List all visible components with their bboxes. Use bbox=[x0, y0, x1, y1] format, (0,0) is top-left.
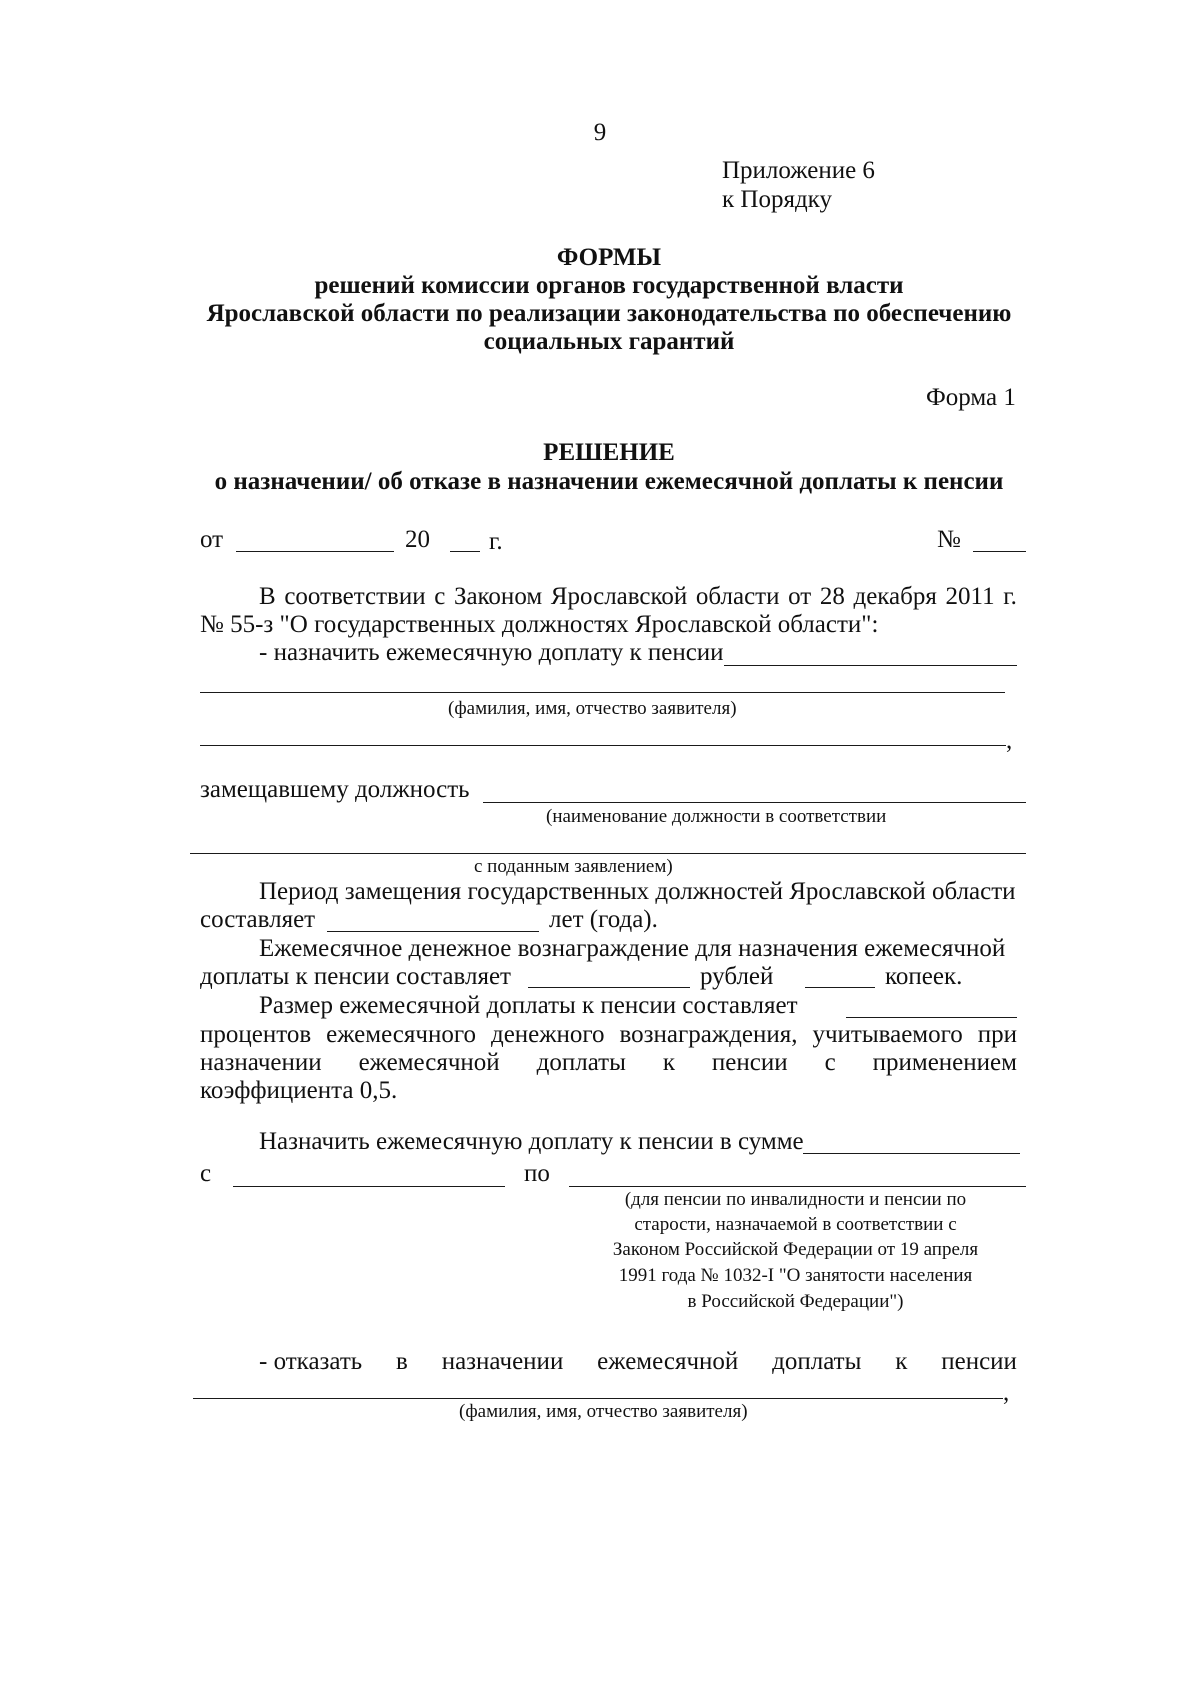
appendix-line-2: к Порядку bbox=[722, 186, 832, 213]
refuse-comma: , bbox=[1003, 1379, 1010, 1406]
paragraph-1-line-1 bbox=[259, 582, 1017, 612]
note-line-4: 1991 года № 1032-I "О занятости населения bbox=[618, 1265, 973, 1286]
fio-caption-2: (фамилия, имя, отчество заявителя) bbox=[459, 1401, 748, 1422]
assign-comma: , bbox=[1006, 727, 1013, 754]
note-line-2: старости, назначаемой в соответствии с bbox=[634, 1214, 957, 1235]
date-from-label: от bbox=[200, 526, 224, 553]
paragraph-1-word: соответствии bbox=[284, 583, 426, 610]
size-line-3-word: ежемесячной bbox=[358, 1049, 500, 1076]
sum-field[interactable] bbox=[803, 1153, 1020, 1154]
paragraph-1-word: от bbox=[788, 583, 812, 610]
position-field-2[interactable] bbox=[190, 853, 1026, 854]
from-label: с bbox=[200, 1160, 212, 1187]
appendix-line-1: Приложение 6 bbox=[722, 157, 875, 184]
assign-line: - назначить ежемесячную доплату к пенсии bbox=[259, 639, 724, 666]
decision-title: РЕШЕНИЕ bbox=[543, 439, 675, 466]
pay-kopecks-unit: копеек. bbox=[885, 963, 963, 990]
forms-heading-line-1: решений комиссии органов государственной власти bbox=[314, 272, 904, 299]
size-line-4: коэффициента 0,5. bbox=[200, 1077, 398, 1104]
refuse-line-word: - отказать bbox=[259, 1348, 363, 1375]
size-line-3-word: назначении bbox=[200, 1049, 322, 1076]
date-year-suffix: г. bbox=[489, 528, 503, 555]
size-line-2-word: вознаграждения, bbox=[619, 1021, 798, 1048]
assign-fio-field-1[interactable] bbox=[724, 665, 1017, 666]
refuse-line bbox=[259, 1347, 1017, 1377]
forms-title: ФОРМЫ bbox=[556, 244, 662, 271]
period-line-2-label: составляет bbox=[200, 906, 316, 933]
to-label: по bbox=[524, 1160, 550, 1187]
size-line-3-word: доплаты bbox=[536, 1049, 626, 1076]
paragraph-1-word: с bbox=[434, 583, 446, 610]
to-date-field[interactable] bbox=[569, 1186, 1026, 1187]
refuse-line-word: назначении bbox=[441, 1348, 564, 1375]
refuse-line-word: доплаты bbox=[772, 1348, 862, 1375]
paragraph-1-line-2: № 55-з "О государственных должностях Ярославской области": bbox=[200, 611, 879, 638]
size-line-2-word: ежемесячного bbox=[326, 1021, 476, 1048]
position-field-1[interactable] bbox=[483, 802, 1026, 803]
paragraph-1-word: 28 bbox=[819, 583, 845, 610]
date-day-month-field[interactable] bbox=[236, 551, 394, 552]
size-line-2-word: процентов bbox=[200, 1021, 312, 1048]
paragraph-1-word: Законом bbox=[453, 583, 543, 610]
form-label: Форма 1 bbox=[926, 384, 1016, 411]
size-line-3-word: применением bbox=[872, 1049, 1017, 1076]
pay-rubles-unit: рублей bbox=[700, 963, 774, 990]
forms-heading-line-2: Ярославской области по реализации законодательства по обеспечению bbox=[206, 300, 1012, 327]
paragraph-1-word: области bbox=[695, 583, 780, 610]
position-caption-1: (наименование должности в соответствии bbox=[546, 806, 887, 827]
size-line-3-word: к bbox=[662, 1049, 675, 1076]
note-line-1: (для пенсии по инвалидности и пенсии по bbox=[624, 1189, 967, 1210]
date-year-field[interactable] bbox=[450, 551, 480, 552]
assign-extra-field[interactable] bbox=[200, 745, 1006, 746]
number-sign: № bbox=[937, 526, 961, 553]
assign-fio-field-2[interactable] bbox=[200, 692, 1005, 693]
pay-line-2-label: доплаты к пенсии составляет bbox=[200, 963, 511, 990]
paragraph-1-word: Ярославской bbox=[550, 583, 688, 610]
size-line-3-word: пенсии bbox=[711, 1049, 788, 1076]
position-caption-2: с поданным заявлением) bbox=[474, 856, 673, 877]
sum-line: Назначить ежемесячную доплату к пенсии в сумме bbox=[259, 1128, 804, 1155]
date-century: 20 bbox=[405, 526, 430, 553]
pay-line-1: Ежемесячное денежное вознаграждение для назначения ежемесячной bbox=[259, 935, 1006, 962]
decision-subtitle: о назначении/ об отказе в назначении ежемесячной доплаты к пенсии bbox=[214, 468, 1004, 495]
period-line-1: Период замещения государственных должностей Ярославской области bbox=[259, 878, 1016, 905]
period-years-field[interactable] bbox=[327, 931, 539, 932]
forms-heading-line-3: социальных гарантий bbox=[483, 328, 735, 355]
size-line-1: Размер ежемесячной доплаты к пенсии составляет bbox=[259, 992, 798, 1019]
from-date-field[interactable] bbox=[233, 1186, 505, 1187]
refuse-line-word: к bbox=[895, 1348, 908, 1375]
note-line-5: в Российской Федерации") bbox=[687, 1291, 904, 1312]
paragraph-1-word: г. bbox=[1003, 583, 1017, 610]
size-line-2-word: учитываемого bbox=[812, 1021, 963, 1048]
page-number: 9 bbox=[593, 119, 607, 146]
paragraph-1-word: В bbox=[259, 583, 276, 610]
refuse-fio-field[interactable] bbox=[193, 1398, 1003, 1399]
position-label: замещавшему должность bbox=[200, 776, 470, 803]
size-percent-field[interactable] bbox=[846, 1017, 1017, 1018]
fio-caption: (фамилия, имя, отчество заявителя) bbox=[448, 698, 737, 719]
note-line-3: Законом Российской Федерации от 19 апреля bbox=[612, 1239, 979, 1260]
refuse-line-word: в bbox=[396, 1348, 408, 1375]
pay-kopecks-field[interactable] bbox=[805, 987, 875, 988]
pay-rubles-field[interactable] bbox=[528, 987, 690, 988]
size-line-2 bbox=[200, 1020, 1017, 1050]
size-line-2-word: при bbox=[977, 1021, 1017, 1048]
size-line-2-word: денежного bbox=[490, 1021, 605, 1048]
period-years-unit: лет (года). bbox=[549, 906, 658, 933]
refuse-line-word: пенсии bbox=[941, 1348, 1017, 1375]
paragraph-1-word: декабря bbox=[853, 583, 937, 610]
decision-number-field[interactable] bbox=[973, 551, 1026, 552]
refuse-line-word: ежемесячной bbox=[597, 1348, 739, 1375]
size-line-3-word: с bbox=[824, 1049, 836, 1076]
size-line-3 bbox=[200, 1048, 1017, 1078]
paragraph-1-word: 2011 bbox=[945, 583, 995, 610]
